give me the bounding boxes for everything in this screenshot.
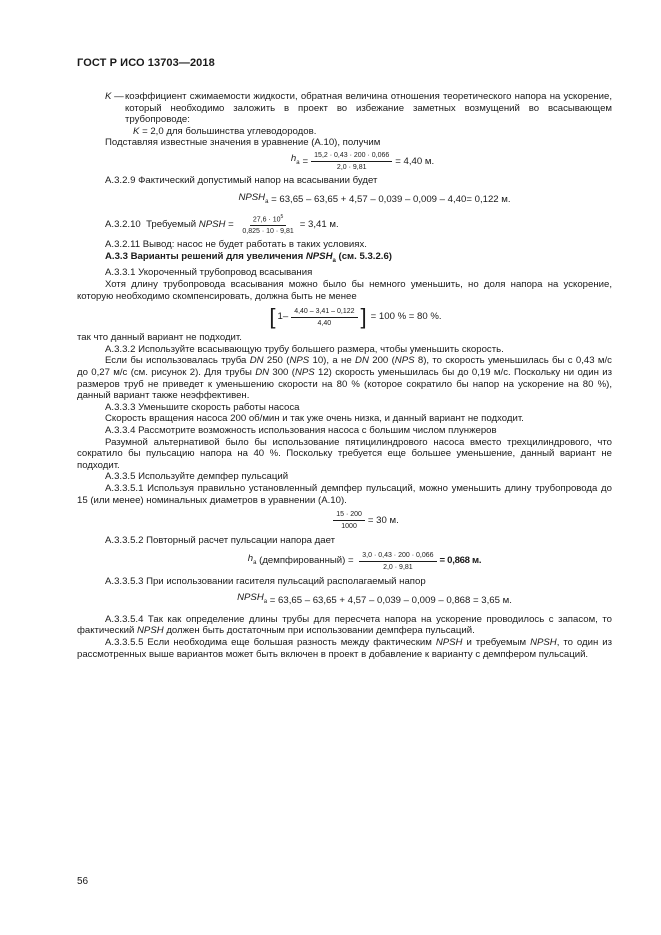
section-a-3-3-1: А.3.3.1 Укороченный трубопровод всасывания: [105, 267, 313, 279]
k-definition: [77, 91, 612, 137]
section-a-3-3-5-5: А.3.3.5.5 Если необходима еще большая разность между фактическим NPSH и требуемым NPSH, то один из рассмотренных выше вариантов может быть включен в проект в добавление к варианту с демпфером пульсаций.: [77, 637, 613, 660]
section-a-3-3-5-1: А.3.3.5.1 Используя правильно установленный демпфер пульсаций, можно уменьшить длину трубопровода до 15 (или менее) номинальных диаметров в уравнении (А.10).: [77, 482, 612, 506]
section-a-3-3-5: А.3.3.5 Используйте демпфер пульсаций: [105, 471, 289, 483]
k-symbol: K —: [105, 91, 124, 102]
formula-ha-result: = 4,40 м.: [395, 155, 435, 167]
speed-paragraph: Скорость вращения насоса 200 об/мин и так уже очень низка, и данный вариант не подходит.: [105, 413, 524, 425]
section-a-3-2-9: А.3.2.9 Фактический допустимый напор на всасывании будет: [105, 174, 378, 186]
k-definition-text: коэффициент сжимаемости жидкости, обратная величина отношения теоретического напора на ускорение, который необходимо заложить в проект во избежание заметных возмущений во всасывающем трубопроводе:: [125, 91, 612, 126]
formula-ha-fraction: $\frac{15,2 \cdot 0,43 \cdot 200 \cdot 0,066}{2,0 \cdot 9,81}$: [311, 151, 392, 172]
section-a-3-2-11: А.3.2.11 Вывод: насос не будет работать в таких условиях.: [105, 239, 367, 251]
formula-ha-damped: $h_a$ (демпфированный) = $\frac{3,0 \cdot 0,43 \cdot 200 \cdot 0,066}{2,0 \cdot 9,81}$ = 0,868 м.: [247, 551, 482, 571]
formula-npsh-required-result: = 3,41 м.: [299, 218, 339, 230]
substitute-paragraph: Подставляя известные значения в уравнение (А.10), получим: [105, 137, 381, 149]
not-fit-paragraph: так что данный вариант не подходит.: [77, 332, 242, 344]
section-a-3-3-5-2: А.3.3.5.2 Повторный расчет пульсации напора дает: [105, 535, 336, 547]
section-a-3-3-4: А.3.3.4 Рассмотрите возможность использования насоса с большим числом плунжеров: [105, 425, 497, 437]
section-a-3-3-3: А.3.3.3 Уменьшите скорость работы насоса: [105, 401, 300, 413]
section-a-3-3-2: А.3.3.2 Используйте всасывающую трубу большего размера, чтобы уменьшить скорость.: [105, 343, 504, 355]
formula-npsh-damped: $NPSH_a$ = 63,65 – 63,65 + 4,57 – 0,039 – 0,009 – 0,868 = 3,65 м.: [237, 592, 512, 606]
formula-length-result: = 30 м.: [367, 514, 399, 526]
formula-npsh-actual-rhs: = 63,65 – 63,65 + 4,57 – 0,039 – 0,009 – 4,40= 0,122 м.: [271, 194, 511, 206]
formula-npsh-required-fraction: $\frac{27,6 \cdot 10^5}{0,825 \cdot 10 \cdot 9,81}$: [242, 214, 294, 236]
section-a-3-3-heading: А.3.3 Варианты решений для увеличения $NPSH_a$ (см. 5.3.2.6): [105, 250, 393, 264]
section-a-3-2-10: А.3.2.10 Требуемый NPSH = $\frac{27,6 \cdot 10^5}{0,825 \cdot 10 \cdot 9,81}$ = 3,41 м.: [105, 214, 339, 236]
pipe-size-paragraph: Если бы использовалась труба DN 250 (NPS 10), а не DN 200 (NPS 8), то скорость уменьшилась бы с 0,43 м/с до 0,27 м/с (см. рисунок 2). Для трубы DN 300 (NPS 12) скорость уменьшилась бы до 0,19 м/с. Поскольку ни один из размеров труб не приведет к уменьшению скорости на 80 % (которое сократило бы напор на ускорение на 80 %), данный вариант также неэффективен.: [77, 355, 612, 402]
section-a-3-3-5-3: А.3.3.5.3 При использовании гасителя пульсаций располагаемый напор: [105, 575, 426, 587]
k-value: K = 2,0 для большинства углеводородов.: [133, 125, 317, 137]
formula-fraction-reduction: [ 1– $\frac{4,40 - 3,41 - 0,122}{4,40}$ ] = 100 % = 80 %.: [269, 304, 442, 330]
page-content: [77, 91, 612, 660]
formula-ha-lhs: $h_a$: [290, 153, 300, 167]
plungers-paragraph: Разумной альтернативой было бы использование пятицилиндрового насоса вместо трехцилиндрового, что сократило бы пульсацию напора на 40 %. Поскольку требуется еще большее уменьшение, данный вариант не подходит.: [77, 436, 612, 471]
formula-fraction-reduction-result: = 100 % = 80 %.: [370, 311, 442, 323]
formula-npsh-actual: $NPSH_a$ = 63,65 – 63,65 + 4,57 – 0,039 – 0,009 – 4,40= 0,122 м.: [238, 191, 511, 206]
section-a-3-3-5-4: А.3.3.5.4 Так как определение длины трубы для пересчета напора на ускорение проводилось с запасом, то фактический NPSH должен быть достаточным при использовании демпфера пульсаций.: [77, 613, 612, 637]
formula-ha: $h_a$ = $\frac{15,2 \cdot 0,43 \cdot 200 \cdot 0,066}{2,0 \cdot 9,81}$ = 4,40 м.: [290, 151, 435, 171]
formula-length: $\frac{15 \cdot 200}{1000}$ = 30 м.: [117, 510, 612, 531]
standard-header: ГОСТ Р ИСО 13703—2018: [77, 57, 215, 69]
pipe-length-paragraph: Хотя длину трубопровода всасывания можно было бы немного уменьшить, но доля напора на ускорение, которую необходимо скомпенсировать, должна быть не менее: [77, 279, 612, 302]
formula-ha-damped-result: = 0,868 м.: [439, 555, 482, 567]
formula-npsh-damped-rhs: = 63,65 – 63,65 + 4,57 – 0,039 – 0,009 – 0,868 = 3,65 м.: [269, 594, 512, 606]
page-number: 56: [77, 876, 89, 887]
